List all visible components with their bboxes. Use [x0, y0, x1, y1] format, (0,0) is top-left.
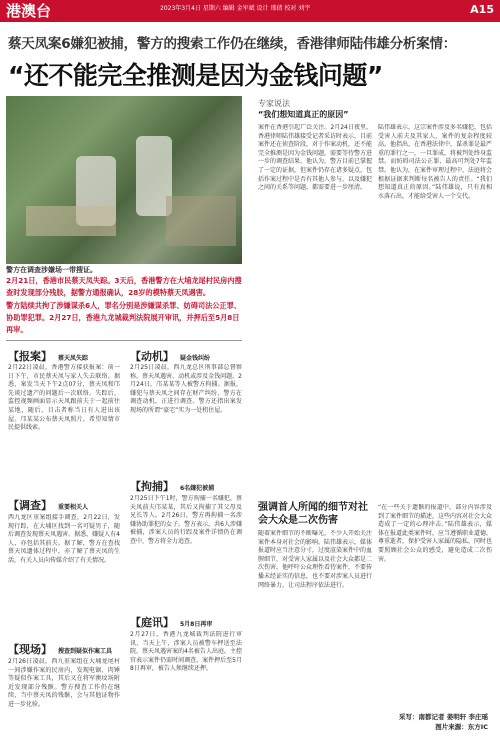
byline: [370, 712, 488, 732]
interview-label: 专家说法: [258, 99, 290, 108]
section-action-head: [130, 348, 210, 364]
byline-photo: 图片来源：东方IC: [435, 723, 488, 731]
section-arrest-head: [130, 478, 214, 494]
section-name: 港澳台: [0, 0, 62, 22]
summary-para: 警方陆续共拘了涉嫌谋杀6人，罪名分别是涉嫌谋杀罪、妨碍司法公正罪、协助罪犯罪。2月27日，香港九龙城裁判法院展开审讯，并押后至5月8日再审。: [6, 301, 242, 334]
section-subtitle: 疑金钱纠纷: [180, 355, 211, 362]
summary-para: 2月21日，香港市民蔡天凤失踪。3天后，香港警方在大埔龙尾村民房内搜查时发现部分残肢，据警方通报确认，28岁的模特蔡天凤遇害。: [6, 276, 242, 297]
section-subtitle: 蔡天凤失踪: [58, 355, 89, 362]
section-report-body: 2月22日凌晨，香港警方接获报案：前一日下午，市民蔡天凤与家人失去联络。据悉，案发当天下午2点07分，蔡天凤和邝先谈过遗产的问题后一次联络。失踪后，监控视频画面显示天凤跟前夫于一起前往某地，随后，目击者称当日有人进出该屋。邝某某公布蔡天凤照片，希望知情市民提供线索。: [8, 364, 120, 432]
section-subtitle: 5月8日再审: [180, 621, 213, 628]
section-title: 【现场】: [8, 643, 52, 656]
divider: [6, 340, 242, 341]
main-headline: “还不能完全推测是因为金钱问题”: [8, 61, 383, 90]
section-title: 【庭讯】: [130, 616, 174, 629]
section-court-head: [130, 614, 212, 630]
sub-headline: 蔡天凤案6嫌犯被捕，警方的搜索工作仍在继续，香港律师陆伟雄分析案情：: [8, 36, 457, 52]
interview-title: “我们想知道真正的原因”: [258, 110, 349, 119]
section-survey-head: [8, 497, 88, 513]
section-court-body: 2月27日，香港九龙城裁判法院进行审讯，当天上午，涉案人员被警车押送至法院，蔡天凤遇害案的4名被告人出庭。主控官表示案件仍需时间调查，案件押后至5月8日再审，被告人须继续还押。: [130, 631, 242, 673]
issue-info: 2023年3月4日 星期六 编辑 金军斌 设计 邢倩 校对 刘宇: [160, 5, 311, 12]
section-title: 【动机】: [130, 350, 174, 363]
section-arrest-body: 2月25日下午1时，警方拘捕一名嫌犯，蔡天凤前夫邝某某，其后又拘捕了其父母及兄长等人。2月26日，警方再拘捕一名涉嫌协助罪犯的女子。警方表示，共6人涉嫌被捕，涉案人员的行踪及案件详情仍在调查中，警方将全力追查。: [130, 495, 242, 545]
section-scene-body: 2月26日凌晨，西九重案组在大埔龙尾村一间涉嫌作案的民房内，发现电锯、肉锤等疑似作案工具，其后又在将军澳坟场附近发现部分残骸。警方搜查工作仍在继续，当中蔡天凤的残骸，会与其他证物作进一步化验。: [8, 658, 120, 708]
byline-reporter: 采写：南都记者 姜明轩 李庄瑶: [398, 713, 488, 721]
section-action-body: 2月25日凌晨，西九龙总区刑事部总督察称，蔡天凤遇害，动机或涉及金钱问题。2月24日，邝某某等人被警方拘捕。据报，嫌犯与蔡天凤之间存在财产纠纷，警方在调查动机，正进行调查。警方还指出案发现场的所谓“豪宅”实为一处租住屋。: [130, 364, 242, 414]
box-body-col1: 随着案件细节的不断曝光，不少人开始关注案件本身对社会的影响。陆伟雄表示，媒体报道时应当注意分寸，过度渲染案件中的血腥细节，对受害人家属以及社会大众都是二次伤害。他呼吁公众理性看待案件，不要传播未经证实的信息，也不要对涉案人员进行网络暴力，让司法程序依法进行。: [258, 530, 372, 589]
section-report-head: [8, 348, 88, 364]
section-subtitle: 搜查到疑似作案工具: [58, 648, 113, 655]
section-title: 【拘捕】: [130, 480, 174, 493]
lead-summary: [6, 275, 242, 337]
section-title: 【报案】: [8, 350, 52, 363]
section-subtitle: 重要相关人: [58, 504, 89, 511]
photo-caption: 警方在调查涉嫌场一带搜证。: [6, 266, 97, 274]
news-photo: [6, 96, 242, 264]
section-title: 【调查】: [8, 499, 52, 512]
section-survey-body: 西九龙区重案组接手调查，2月22日，发现行踪，在大埔区找到一名可疑男子，随后调查发现蔡天凤遇害。据悉，嫌疑人有4人，亦包括其前夫。据了解，警方在查找蔡天凤遗体过程中，亦了解了蔡天凤的生活，有关人员向传媒介绍了有关情况。: [8, 514, 120, 564]
page-number: A15: [470, 3, 494, 16]
box-title: 强调首人所闻的细节对社会大众是二次伤害: [258, 502, 368, 526]
interview-body-col2: 陆伟雄表示，这宗案件涉及多名嫌犯，包括受害人前夫及其家人，案件的复杂程度较高。他指出，在香港法律中，谋杀罪是最严重的罪行之一，一旦罪成，将被判处终身监禁。而妨碍司法公正罪，最高可判处7年监禁。他认为，在案件审理过程中，法庭将会根据证据来判断每名被告人的责任。“我们想知道真正的原因。”陆伟雄说，只有真相水落石出，才能给受害人一个交代。: [378, 124, 492, 200]
section-subtitle: 6名嫌犯被捕: [180, 485, 215, 492]
box-body-col2: “在一些关于遗骸的报道中，部分内容涉及到了案件细节的描述，这些内容对社会大众造成了一定的心理冲击。”陆伟雄表示，媒体在报道此类案件时，应当遵循职业道德，尊重逝者，保护受害人家属的隐私，同时也要照顾社会公众的感受，避免造成二次伤害。: [378, 504, 492, 563]
section-scene-head: [8, 641, 112, 657]
interview-body-col1: 案件在香港引起广泛关注。2月24日夜里，香港律师陆伟雄接受记者采访时表示，目前案件还在侦查阶段，对于作案动机，还不能完全推测是因为金钱问题，需要等待警方进一步的调查结果。他认为，警方目前已掌握了一定的证据，但案件仍存在诸多疑点，包括作案过程中是否有其他人参与，以及嫌犯之间的关系等问题，都需要进一步厘清。: [258, 124, 372, 192]
